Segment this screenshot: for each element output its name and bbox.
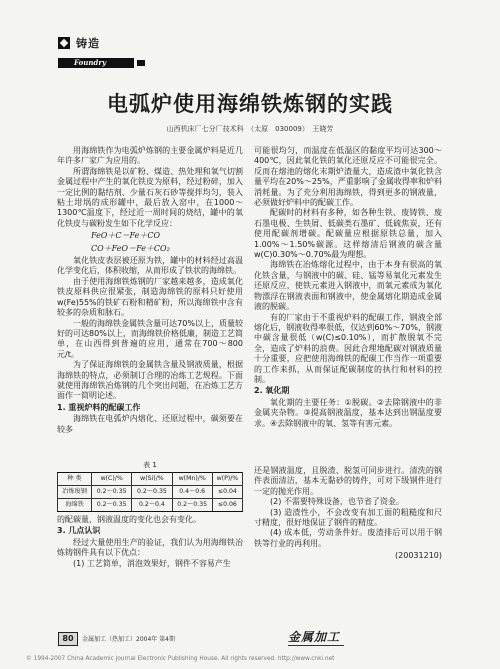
section-square-icon bbox=[58, 37, 70, 49]
table-header-cell: w(P)/% bbox=[212, 473, 242, 486]
equation: CO＋FeO＝Fe＋CO₂ bbox=[91, 243, 170, 253]
table-cell: 0.2～0.4 bbox=[132, 499, 172, 512]
journal-logo: 金属加工 bbox=[288, 630, 341, 644]
table-header-cell: w(C)/% bbox=[92, 473, 132, 486]
paragraph: 配碳时的材料有多种，如各种生铁、废铸铁、废石墨电极、生铁屑、低碳类石墨矿、低硫焦炭，还有使用配碳剂增碳。配碳量应根据原铁总量，加入1.00%～1.50%碳源。这样熔清后钢液的碳含量w(C)0.30%～0.70%最为理想。 bbox=[254, 208, 442, 260]
table-note: 的配碳量，钢液温度的变化也会有变化。 bbox=[57, 515, 201, 524]
paragraph: (3) 造渣性小，不会改变有加工面的粗糙度和尺寸精度，很好地保证了钢件的精度。 bbox=[254, 507, 442, 528]
section-heading: 1. 重视炉料的配碳工作 bbox=[57, 402, 141, 412]
paragraph: 海绵铁在冶炼熔化过程中，由于本身有很高的氧化铁含量，与钢液中的碳、硅、锰等易氧化元素发生还原反应，使铁元素进入钢液中，而氧元素成为氧化物漂浮在钢液表面和钢液中，使金属熔化期造成金属液的脱碳。 bbox=[254, 260, 442, 312]
table-cell: 0.2～0.35 bbox=[92, 486, 132, 499]
table-row bbox=[58, 499, 243, 512]
table-cell: 冶炼废钢 bbox=[58, 486, 92, 499]
paragraph: 用海绵铁作为电弧炉炼钢的主要金属炉料是近几年许多厂家广为应用的。 bbox=[57, 146, 243, 166]
paragraph: 氧化铁皮表层被还原为铁，罐中的材料经过高温化学变化后，体积收缩，从而形成了铁状的海绵铁。 bbox=[57, 256, 243, 276]
table-header-cell: w(Si)/% bbox=[132, 473, 172, 486]
composition-table bbox=[57, 472, 243, 512]
paragraph: 经过大量使用生产的验证，我们认为用海绵铁冶炼铸钢件具有以下优点： bbox=[57, 537, 243, 558]
table-row bbox=[58, 486, 243, 499]
section-bar-tail bbox=[137, 60, 145, 66]
table-header-cell: 种 类 bbox=[58, 473, 92, 486]
paragraph: 氧化期的主要任务：①脱碳。②去除钢液中的非金属夹杂物。③提高钢液温度，基本达到出钢温度要求。④去除钢液中的氧、氢等有害元素。 bbox=[254, 397, 442, 428]
paragraph: (1) 工艺简单，消泡效果好，钢件不容易产生 bbox=[73, 558, 231, 568]
section-title-en: Foundry bbox=[74, 58, 107, 67]
author-line: 山西机床厂七分厂技术科 （太原 030009） 王晓芳 bbox=[166, 125, 334, 133]
paragraph: 一般的海绵铁金属铁含量可达70%以上，质量较好的可达80%以上，而海绵铁价格低廉，制造工艺简单，在山西得到普遍的应用，通常在700～800元/t。 bbox=[57, 318, 243, 359]
table-cell: 海绵铁 bbox=[58, 499, 92, 512]
section-heading: 2. 氧化期 bbox=[254, 386, 290, 396]
section-heading: 3. 几点认识 bbox=[57, 526, 101, 536]
equation: FeO＋C＝Fe＋CO bbox=[91, 231, 161, 241]
table-cell: ≤0.04 bbox=[212, 486, 242, 499]
table-caption: 表 1 bbox=[143, 461, 157, 469]
table-cell: 0.2～0.35 bbox=[172, 499, 212, 512]
page-number: 80 bbox=[58, 632, 78, 646]
table-cell: ≤0.06 bbox=[212, 499, 242, 512]
left-column-bottom bbox=[57, 460, 243, 598]
left-column-top bbox=[57, 146, 243, 452]
table-header-row bbox=[58, 473, 243, 486]
section-title: 铸造 bbox=[76, 37, 100, 50]
paragraph: 可能很均匀，而温度在低温区的黏度平均可达300～400℃，因此氧化铁的氧化还原反应不可能很完全。反而在熔池的熔化末期炉渣量大，造成渣中氧化铁含量平均在20%～25%，严重影响了金属收得率和炉料消耗量。为了充分利用海绵铁，得到更多的钢液量，必须做好炉料中的配碳工作。 bbox=[254, 146, 442, 208]
right-column-top bbox=[254, 146, 442, 452]
paragraph: 还是钢液温度，且脱渣、脱氢可同步进行。清洗的钢件表面清洁，基本无黏砂的铸件，可对下级钢件进行一定的抛光作用。 bbox=[254, 466, 442, 496]
paragraph: 海绵铁在电弧炉内熔化、还原过程中，碳须要在较多 bbox=[57, 414, 243, 434]
paragraph: 有的厂家由于不重视炉料的配碳工作，钢液全部熔化后，钢液收得率很低，仅达到60%～70%，钢液中碳含量很低（w(C)≤0.10%），而扩散脱氧不完全，造成了炉料的浪费。因此合理地配碳对钢液质量十分重要，应把使用海绵铁的配碳工作当作一项重要的工作来抓，从而保证配碳制度的执行和材料的控制。 bbox=[254, 312, 442, 384]
table-cell: 0.2～0.35 bbox=[92, 499, 132, 512]
journal-info: 金属加工（热加工）2004年 第4期 bbox=[82, 636, 175, 643]
paragraph: 为了保证海绵铁的金属铁含量及钢液质量，根据海绵铁的特点，必须制订合理的冶炼工艺规程。下面就使用海绵铁冶炼钢的几个突出问题，在冶炼工艺方面作一简明论述。 bbox=[57, 360, 243, 401]
paragraph: (4) 成本低，劳动条件好。废渣排后可以用于钢铁等行业的再利用。 bbox=[254, 528, 442, 548]
logo-underline bbox=[288, 645, 344, 646]
received-date: (20031210) bbox=[395, 551, 442, 561]
paragraph: (2) 不需要特殊设备，也节省了资金。 bbox=[270, 497, 404, 507]
article-title: 电弧炉使用海绵铁炼钢的实践 bbox=[107, 92, 393, 116]
table-cell: 0.2～0.35 bbox=[132, 486, 172, 499]
paragraph: 所谓海绵铁是以矿粉、煤造、热处理和氧气切割金属过程中产生的氧化铁皮为原料，经过粉碎，加入一定比例的黏结剂、少量石灰石砂等搅拌均匀，装入粘土坩埚的成形罐中，最后放入窑中，在1000～1300℃温度下，经过近一周时间的烧结，罐中的氧化铁皮与碳粉发生如下化学反应： bbox=[57, 166, 243, 228]
table-header-cell: w(Mn)/% bbox=[172, 473, 212, 486]
paragraph: 由于使用海绵铁炼钢的厂家越来越多，造成氧化铁皮原料供应很紧张，制造海绵铁的原料只好使用w(Fe)55%的铁矿石粉和精矿粉，所以海绵铁中含有较多的杂质和脉石。 bbox=[57, 276, 243, 318]
right-column-bottom bbox=[254, 466, 442, 598]
table-cell: 0.4～0.6 bbox=[172, 486, 212, 499]
copyright-line: © 1994-2007 China Academic Journal Electronic Publishing House. All rights reserved. http://www.cnki.net bbox=[26, 656, 335, 662]
